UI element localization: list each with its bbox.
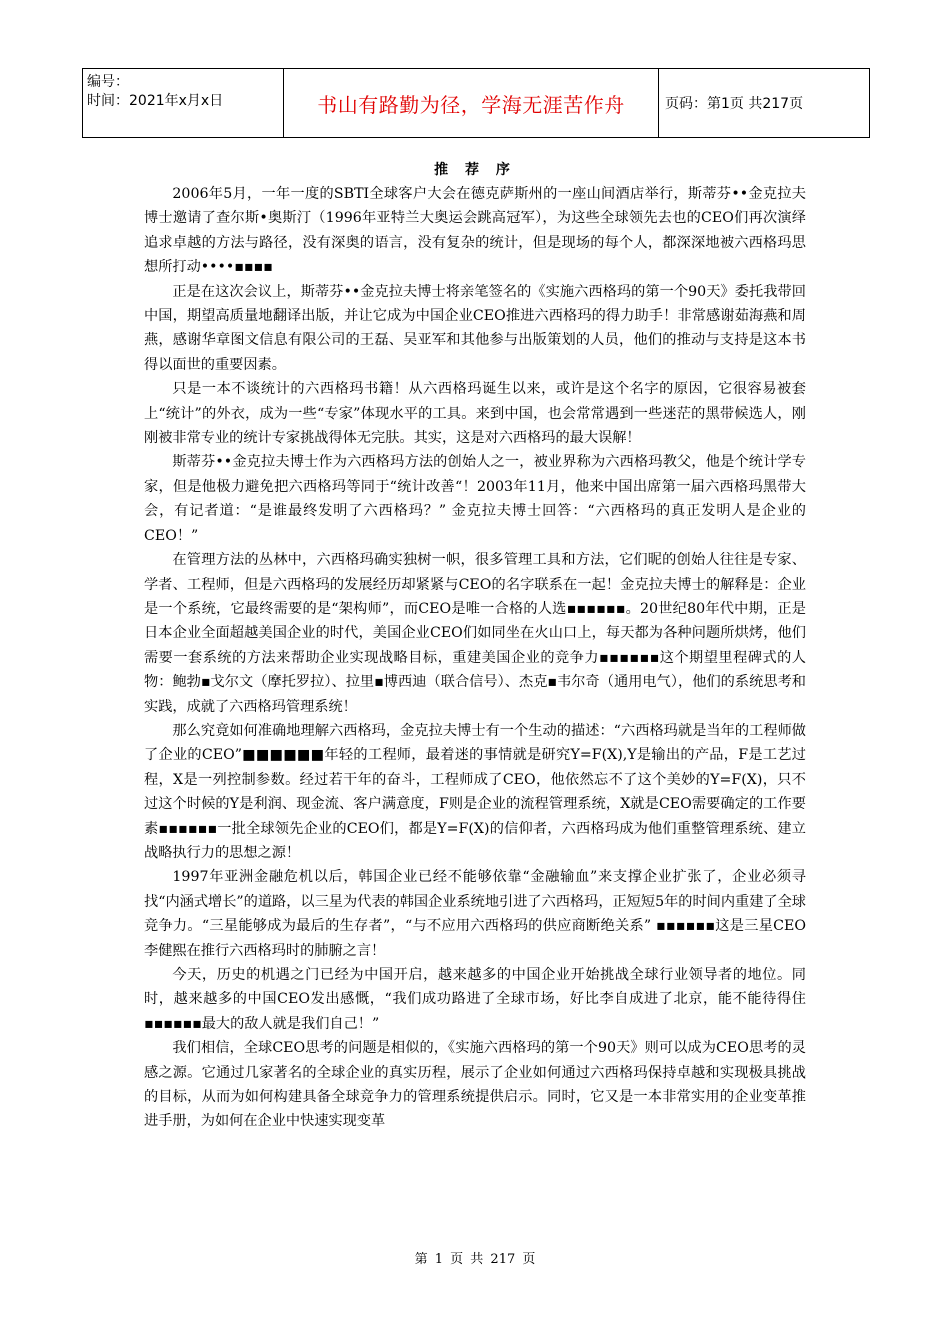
header-table [82,68,870,138]
header-page-info: 页码：第1页 共217页 [659,69,870,138]
paragraph: 在管理方法的丛林中，六西格玛确实独树一帜，很多管理工具和方法，它们昵的创始人往往是专家、学者、工程师，但是六西格玛的发展经历却紧紧与CEO的名字联系在一起！金克拉夫博士的解释是：企业是一个系统，它最终需要的是“架构师”，而CEO是唯一合格的人选▪▪▪▪▪▪。20世纪80年代中期，正是日本企业全面超越美国企业的时代，美国企业CEO们如同坐在火山口上，每天都为各种问题所烘烤，他们需要一套系统的方法来帮助企业实现战略目标，重建美国企业的竞争力▪▪▪▪▪▪这个期望里程碑式的人物：鲍勃▪戈尔文（摩托罗拉）、拉里▪博西迪（联合信号）、杰克▪韦尔奇（通用电气），他们的系统思考和实践，成就了六西格玛管理系统！ [144,552,806,715]
paragraph: 只是一本不谈统计的六西格玛书籍！从六西格玛诞生以来，或许是这个名字的原因，它很容易被套上“统计”的外衣，成为一些“专家”体现水平的工具。来到中国，也会常常遇到一些迷茫的黑带候选人，刚刚被非常专业的统计专家挑战得体无完肤。其实，这是对六西格玛的最大误解！ [144,381,806,447]
document-body [144,182,806,1134]
time-label: 时间：2021年x月x日 [87,93,224,109]
header-motto: 书山有路勤为径，学海无涯苦作舟 [284,69,659,138]
document-title: 推 荐 序 [434,162,516,178]
number-label: 编号： [87,74,129,90]
header-meta-cell [83,69,284,138]
paragraph: 正是在这次会议上，斯蒂芬••金克拉夫博士将亲笔签名的《实施六西格玛的第一个90天》委托我带回中国，期望高质量地翻译出版，并让它成为中国企业CEO推进六西格玛的得力助手！非常感谢茹海燕和周燕，感谢华章图文信息有限公司的王磊、吴亚军和其他参与出版策划的人员，他们的推动与支持是这本书得以面世的重要因素。 [144,283,806,373]
paragraph: 斯蒂芬••金克拉夫博士作为六西格玛方法的创始人之一，被业界称为六西格玛教父，他是个统计学专家，但是他极力避免把六西格玛等同于“统计改善“！2003年11月，他来中国出席第一届六西格玛黑带大会，有记者道：“是谁最终发明了六西格玛？” 金克拉夫博士回答：“六西格玛的真正发明人是企业的CEO！” [144,454,806,544]
paragraph: 2006年5月，一年一度的SBTI全球客户大会在德克萨斯州的一座山间酒店举行，斯蒂芬••金克拉夫博士邀请了查尔斯•奥斯汀（1996年亚特兰大奥运会跳高冠军），为这些全球领先去也的CEO们再次演绎追求卓越的方法与路径，没有深奥的语言，没有复杂的统计，但是现场的每个人，都深深地被六西格玛思想所打动••••▪▪▪▪ [144,186,806,276]
paragraph: 那么究竟如何准确地理解六西格玛，金克拉夫博士有一个生动的描述：“六西格玛就是当年的工程师做了企业的CEO”■■■■■■年轻的工程师，最着迷的事情就是研究Y=F(X),Y是输出的产品，F是工艺过程，X是一列控制参数。经过若干年的奋斗，工程师成了CEO，他依然忘不了这个美妙的Y=F(X)，只不过这个时候的Y是利润、现金流、客户满意度，F则是企业的流程管理系统，X就是CEO需要确定的工作要素▪▪▪▪▪▪一批全球领先企业的CEO们，都是Y=F(X)的信仰者，六西格玛成为他们重整管理系统、建立战略执行力的思想之源！ [144,722,806,861]
page-footer: 第 1 页 共 217 页 [414,1252,536,1267]
paragraph: 我们相信，全球CEO思考的问题是相似的，《实施六西格玛的第一个90天》则可以成为CEO思考的灵感之源。它通过几家著名的全球企业的真实历程，展示了企业如何通过六西格玛保持卓越和实现极具挑战的目标，从而为如何构建具备全球竞争力的管理系统提供启示。同时，它又是一本非常实用的企业变革推进手册，为如何在企业中快速实现变革 [144,1040,806,1130]
paragraph: 今天，历史的机遇之门已经为中国开启，越来越多的中国企业开始挑战全球行业领导者的地位。同时，越来越多的中国CEO发出感慨，“我们成功路进了全球市场，好比李自成进了北京，能不能待得住▪▪▪▪▪▪最大的敌人就是我们自己！” [144,967,806,1032]
paragraph: 1997年亚洲金融危机以后，韩国企业已经不能够依靠“金融输血”来支撑企业扩张了，企业必须寻找“内涵式增长”的道路，以三星为代表的韩国企业系统地引进了六西格玛，正短短5年的时间内重建了全球竞争力。“三星能够成为最后的生存者”，“与不应用六西格玛的供应商断绝关系” ▪▪▪▪▪▪这是三星CEO李健熙在推行六西格玛时的肺腑之言！ [144,869,806,959]
